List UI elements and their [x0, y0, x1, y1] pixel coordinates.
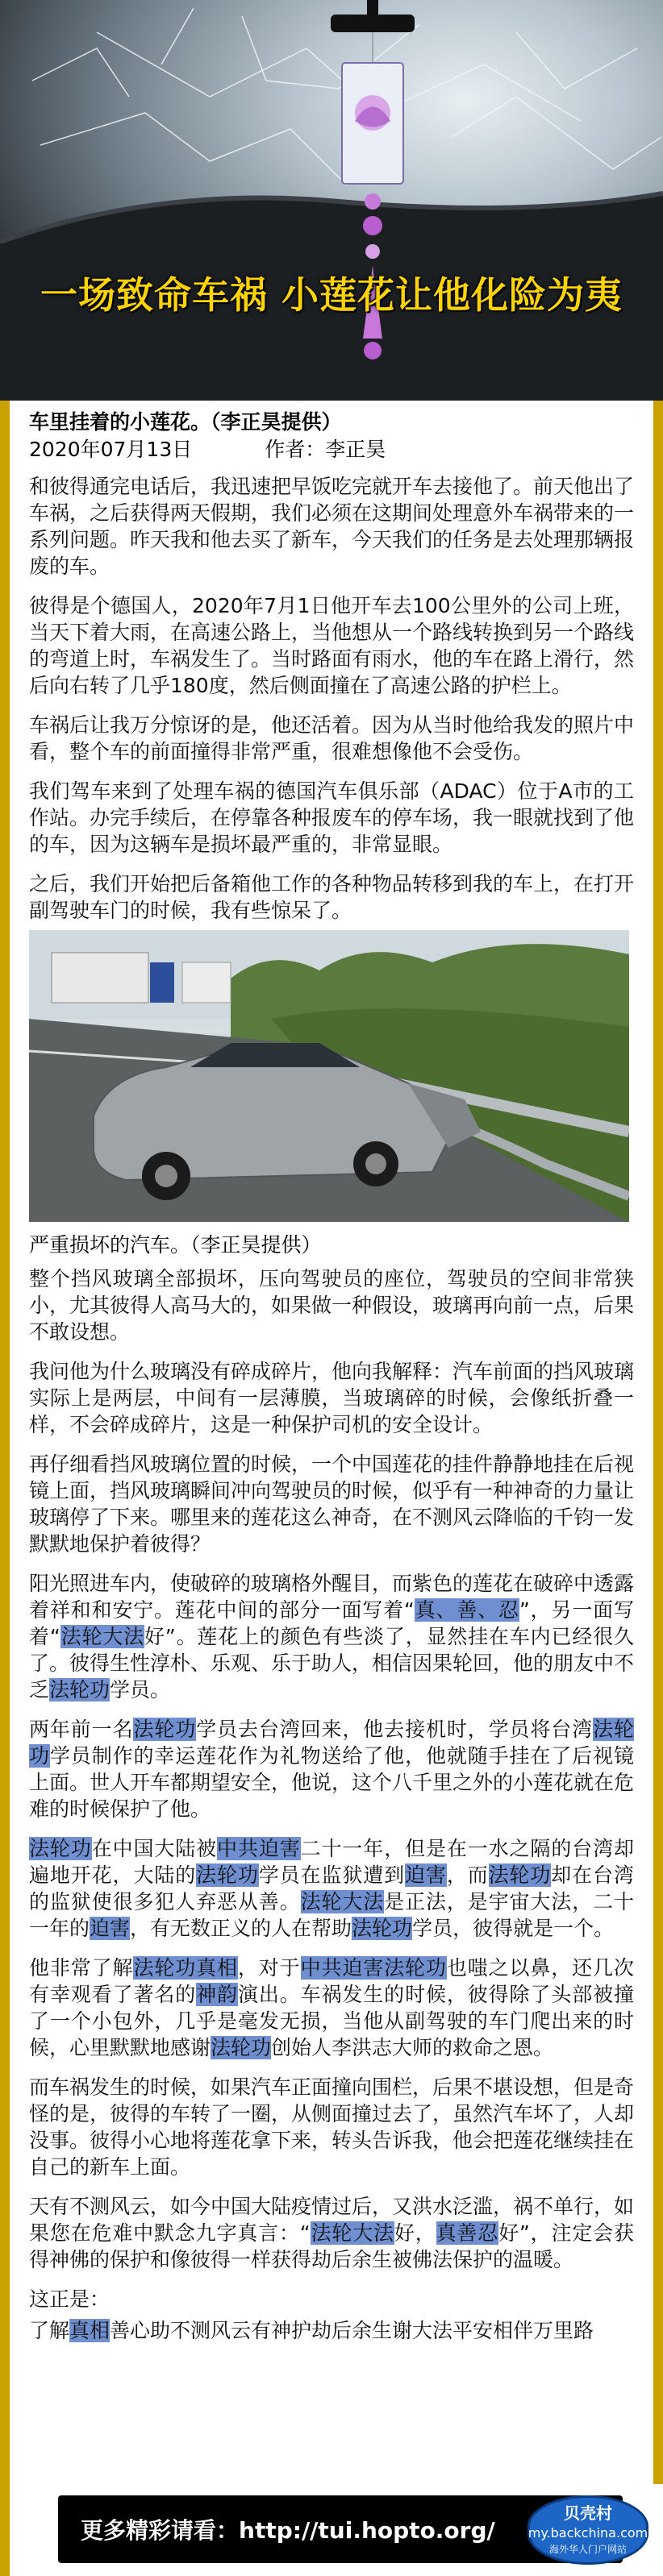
highlight: 法轮功: [29, 1718, 634, 1768]
paragraph: 整个挡风玻璃全部损坏，压向驾驶员的座位，驾驶员的空间非常狭小，尤其彼得人高马大的，如果做一种假设，玻璃再向前一点，后果不敢设想。: [29, 1267, 635, 1344]
highlight: 真善忍: [436, 2221, 499, 2245]
highlight: 法轮大法: [310, 2221, 394, 2245]
highlight: 法轮功: [196, 1863, 259, 1887]
image-caption-lotus: 车里挂着的小莲花。（李正昊提供）: [29, 410, 342, 434]
highlight: 法轮功: [352, 1917, 413, 1940]
highlight: 迫害: [90, 1917, 131, 1940]
highlight: 真相: [69, 2319, 110, 2342]
hero-illustration: [0, 0, 663, 401]
footer: [10, 2484, 663, 2576]
paragraph-truth: 他非常了解法轮功真相，对于中共迫害法轮功也嗤之以鼻，还几次有幸观看了著名的神韵演出。车祸发生的时候，彼得除了头部被撞了一个小包外，几乎是毫发无损，当他从副驾驶的车门爬出来的时候，心里默默地感谢法轮功创始人李洪志大师的救命之恩。: [29, 1956, 634, 2059]
paragraph: 之后，我们开始把后备箱他工作的各种物品转移到我的车上，在打开副驾驶车门的时候，我有些惊呆了。: [29, 872, 635, 922]
paragraph-china: 法轮功在中国大陆被中共迫害二十一年，但是在一水之隔的台湾却遍地开花，大陆的法轮功学员在监狱遭到迫害，而法轮功却在台湾的监狱使很多犯人弃恶从善。法轮大法是正法，是宇宙大法，二十一年的迫害，有无数正义的人在帮助法轮功学员，彼得就是一个。: [29, 1837, 634, 1940]
highlight: 法轮功: [49, 1678, 110, 1701]
poem: 了解真相善心助不测风云有神护劫后余生谢大法平安相伴万里路: [29, 2319, 594, 2342]
highlight: 法轮功真相: [133, 1956, 238, 1980]
paragraph: 而车祸发生的时候，如果汽车正面撞向围栏，后果不堪设想，但是奇怪的是，彼得的车转了一圈，从侧面撞过去了，虽然汽车坏了，人却没事。彼得小心地将莲花拿下来，转头告诉我，他会把莲花继续挂在自己的新车上面。: [29, 2075, 635, 2179]
car-illustration: [29, 930, 629, 1222]
paragraph: 我们驾车来到了处理车祸的德国汽车俱乐部（ADAC）位于A市的工作站。办完手续后，在停靠各种报废车的停车场，我一眼就找到了他的车，因为这辆车是损坏最严重的，非常显眼。: [29, 779, 635, 856]
paragraph: 再仔细看挡风玻璃位置的时候，一个中国莲花的挂件静静地挂在后视镜上面，挡风玻璃瞬间冲向驾驶员的时候，似乎有一种神奇的力量让玻璃停了下来。哪里来的莲花这么神奇，在不测风云降临的千钧一发默默地保护着彼得？: [29, 1452, 635, 1556]
image-caption-car: 严重损坏的汽车。（李正昊提供）: [29, 1233, 322, 1257]
highlight: 法轮大法: [300, 1890, 385, 1913]
article-meta: [29, 436, 634, 463]
highlight: 法轮功: [211, 2036, 272, 2059]
paragraph: 这正是：: [29, 2287, 110, 2311]
backchina-logo[interactable]: 贝壳村 my.backchina.com 海外华人门户网站: [527, 2495, 648, 2565]
highlight: 中共迫害法轮功: [300, 1956, 447, 1980]
highlight: 神韵: [196, 1983, 238, 2006]
publish-date: 2020年07月13日: [29, 438, 193, 461]
hero-image: [0, 0, 663, 401]
article-body: [0, 401, 663, 2576]
paragraph: 我问他为什么玻璃没有碎成碎片，他向我解释：汽车前面的挡风玻璃实际上是两层，中间有一层薄膜，当玻璃碎的时候，会像纸折叠一样，不会碎成碎片，这是一种保护司机的安全设计。: [29, 1360, 635, 1436]
paragraph: 彼得是个德国人，2020年7月1日他开车去100公里外的公司上班，当天下着大雨，在高速公路上，当他想从一个路线转换到另一个路线的弯道上时，车祸发生了。当时路面有雨水，他的车在路上滑行，然后向右转了几乎180度，然后侧面撞在了高速公路的护栏上。: [29, 594, 635, 697]
highlight: 真、善、忍: [414, 1598, 519, 1622]
hero-title: 一场致命车祸 小莲花让他化险为夷: [40, 273, 623, 317]
highlight: 法轮功: [133, 1718, 197, 1741]
damaged-car-photo: [29, 930, 629, 1222]
footer-link[interactable]: http://tui.hopto.org/: [239, 2517, 495, 2544]
highlight: 迫害: [405, 1863, 447, 1887]
footer-text: 更多精彩请看：http://tui.hopto.org/: [81, 2517, 495, 2544]
highlight: 法轮功: [488, 1863, 552, 1887]
paragraph: 和彼得通完电话后，我迅速把早饭吃完就开车去接他了。前天他出了车祸，之后获得两天假期，我们必须在这期间处理意外车祸带来的一系列问题。昨天我和他去买了新车，今天我们的任务是去处理那辆报废的车。: [29, 475, 635, 578]
paragraph-closing: 天有不测风云，如今中国大陆疫情过后，又洪水泛滥，祸不单行，如果您在危难中默念九字真言：“法轮大法好，真善忍好”，注定会获得神佛的保护和像彼得一样获得劫后余生被佛法保护的温暖。: [29, 2195, 635, 2271]
paragraph-lotus: 阳光照进车内，使破碎的玻璃格外醒目，而紫色的莲花在破碎中透露着祥和和安宁。莲花中间的部分一面写着“真、善、忍”，另一面写着“法轮大法好”。莲花上的颜色有些淡了，显然挂在车内已经很久了。彼得生性淳朴、乐观、乐于助人，相信因果轮回，他的朋友中不乏法轮功学员。: [29, 1572, 635, 1701]
highlight: 法轮功: [29, 1837, 92, 1860]
highlight: 中共迫害: [217, 1837, 301, 1860]
paragraph-gift: 两年前一名法轮功学员去台湾回来，他去接机时，学员将台湾法轮功学员制作的幸运莲花作为礼物送给了他，他就随手挂在了后视镜上面。世人开车都期望安全，他说，这个八千里之外的小莲花就在危难的时候保护了他。: [29, 1718, 635, 1821]
highlight: 法轮大法: [60, 1625, 144, 1648]
author: 作者：李正昊: [265, 438, 386, 461]
paragraph: 车祸后让我万分惊讶的是，他还活着。因为从当时他给我发的照片中看，整个车的前面撞得非常严重，很难想像他不会受伤。: [29, 713, 635, 763]
